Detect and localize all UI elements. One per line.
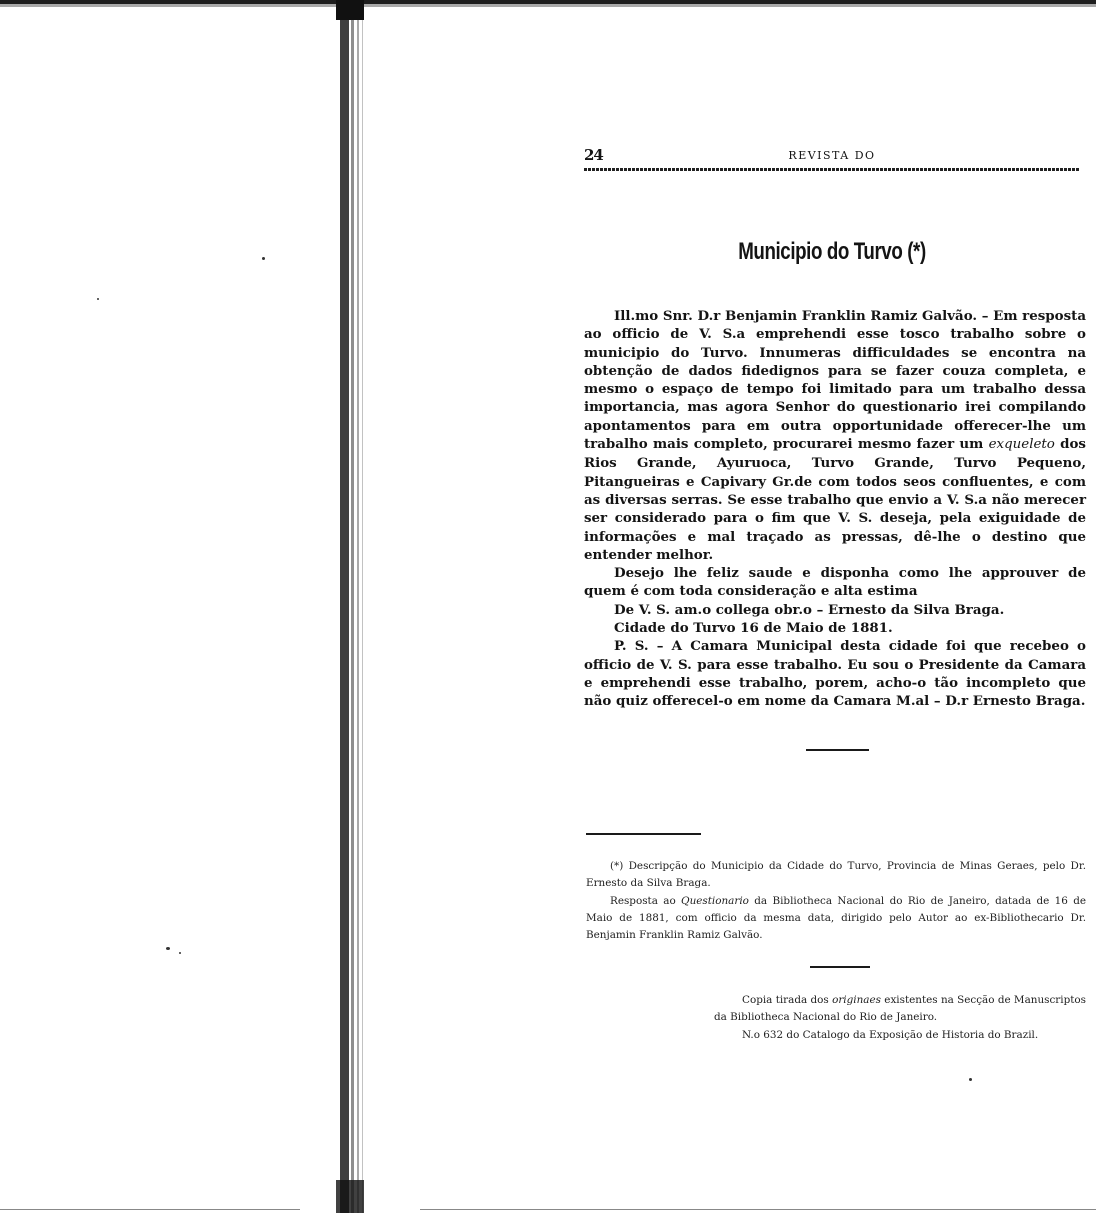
letter-paragraph-1 <box>584 307 1086 564</box>
ink-speck <box>969 1078 972 1081</box>
letter-postscript: P. S. – A Camara Municipal desta cidade foi que recebeo o officio de V. S. para esse trabalho. Eu sou o Presidente da Camara e emprehendi esse trabalho, porem, acho-o tão incompleto que não quiz offerecel-o em nome da Camara M.al – D.r Ernesto Braga. <box>584 638 1086 710</box>
letter-text-end: dos Rios Grande, Ayuruoca, Turvo Grande, Turvo Pequeno, Pitangueiras e Capivary Gr.de com todos seos confluentes, e com as diversas serras. Se esse trabalho que envio a V. S.a não merecer ser considerado para o fim que V. S. deseja, pela exiguidade de informações e mal traçado as pressas, dê-lhe o destino que entender melhor. <box>584 436 1086 563</box>
scan-top-shadow <box>0 4 1096 7</box>
page-number: 24 <box>584 146 603 164</box>
section-separator <box>806 749 869 751</box>
source-note-text-end: existentes na Secção de Manuscriptos da Bibliotheca Nacional do Rio de Janeiro. <box>714 994 1087 1024</box>
article-title: Municipio do Turvo (*) <box>738 238 926 265</box>
header-rule <box>584 168 1080 171</box>
footnotes <box>586 858 1086 944</box>
footnote-2-text-end: da Bibliotheca Nacional do Rio de Janeiro, datada de 16 de Maio de 1881, com officio da mesma data, dirigido pelo Autor ao ex-Bibliothecario Dr. Benjamin Franklin Ramiz Galvão. <box>586 894 1086 942</box>
source-note-text: Copia tirada dos <box>742 994 829 1006</box>
letter-paragraph-2: Desejo lhe feliz saude e disponha como lhe approuver de quem é com toda consideração e alta estima <box>584 565 1086 600</box>
ink-speck <box>179 952 181 954</box>
ink-speck <box>262 257 265 260</box>
source-note-2: N.o 632 do Catalogo da Exposição de Historia do Brazil. <box>742 1028 1039 1041</box>
source-note-1 <box>714 992 1086 1027</box>
letter-text: Ill.mo Snr. D.r Benjamin Franklin Ramiz Galvão. – Em resposta ao officio de V. S.a emprehendi esse tosco trabalho sobre o municipio do Turvo. Innumeras difficuldades se encontra na obtenção de dados fidedignos para se fazer couza completa, e mesmo o espaço de tempo foi limitado para um trabalho dessa importancia, mas agora Senhor do questionario irei compilando apontamentos para em outra opportunidade offerecer-lhe um trabalho mais completo, procurarei mesmo fazer um <box>584 308 1086 453</box>
letter-date: Cidade do Turvo 16 de Maio de 1881. <box>614 620 893 637</box>
source-note <box>714 992 1086 1044</box>
footnote-2 <box>586 893 1086 945</box>
page-header <box>584 146 1080 166</box>
source-note-italic: originaes <box>832 994 881 1006</box>
ink-speck <box>97 298 99 300</box>
letter-italic-word: exqueleto <box>988 437 1055 453</box>
end-separator <box>810 966 870 968</box>
letter-body <box>584 307 1086 711</box>
footnote-2-italic: Questionario <box>681 894 749 907</box>
ink-speck <box>166 947 170 950</box>
footnote-2-text: Resposta ao <box>610 894 676 907</box>
scan-bottom-edge-right <box>420 1209 1096 1210</box>
running-head: REVISTA DO <box>788 149 876 162</box>
footnote-1: (*) Descripção do Municipio da Cidade do Turvo, Provincia de Minas Geraes, pelo Dr. Ernesto da Silva Braga. <box>586 860 1086 890</box>
scan-bottom-edge <box>0 1209 300 1210</box>
footnote-rule <box>586 833 701 835</box>
letter-signature: De V. S. am.o collega obr.o – Ernesto da Silva Braga. <box>614 601 1005 618</box>
book-gutter-shadow <box>336 0 366 1213</box>
